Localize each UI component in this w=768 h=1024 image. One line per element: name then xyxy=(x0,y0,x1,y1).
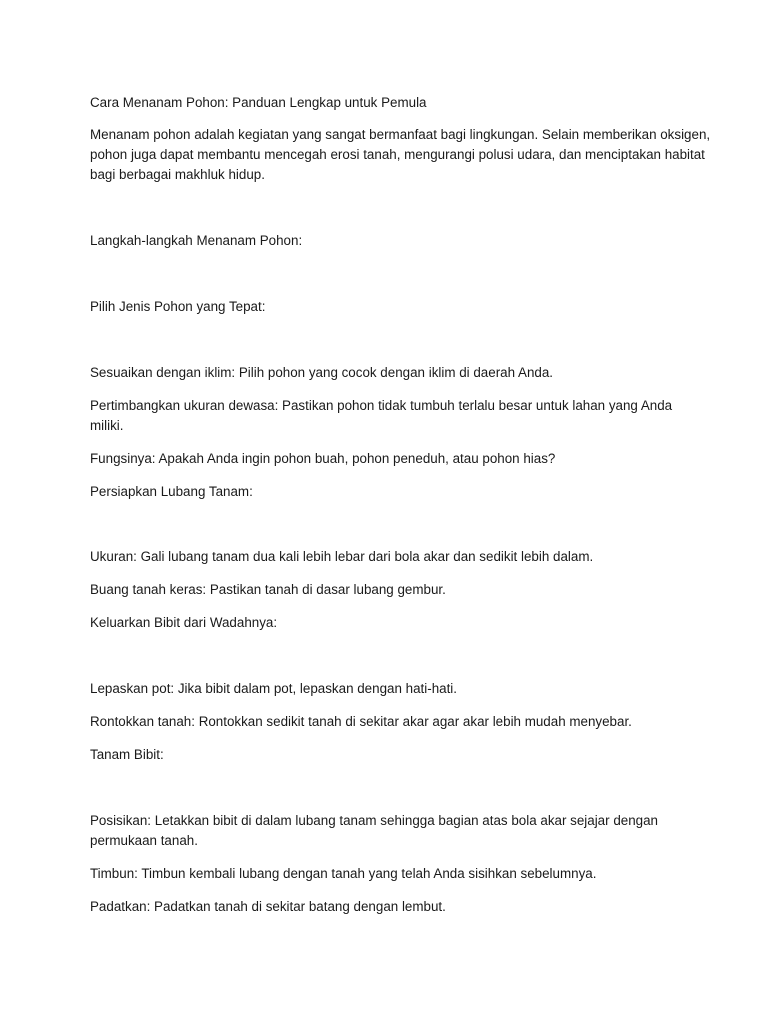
section-heading: Keluarkan Bibit dari Wadahnya: xyxy=(90,615,278,630)
list-item: Sesuaikan dengan iklim: Pilih pohon yang cocok dengan iklim di daerah Anda. xyxy=(90,365,554,380)
list-item: Buang tanah keras: Pastikan tanah di dasar lubang gembur. xyxy=(90,582,446,597)
list-item: Timbun: Timbun kembali lubang dengan tanah yang telah Anda sisihkan sebelumnya. xyxy=(90,866,597,881)
section-heading: Pilih Jenis Pohon yang Tepat: xyxy=(90,299,266,314)
section-heading: Persiapkan Lubang Tanam: xyxy=(90,484,253,499)
section-heading: Tanam Bibit: xyxy=(90,747,164,762)
document-title: Cara Menanam Pohon: Panduan Lengkap untuk Pemula xyxy=(90,95,427,110)
list-item-continuation: permukaan tanah. xyxy=(90,833,198,848)
list-item: Pertimbangkan ukuran dewasa: Pastikan pohon tidak tumbuh terlalu besar untuk lahan yang Anda xyxy=(90,398,673,413)
list-item: Rontokkan tanah: Rontokkan sedikit tanah di sekitar akar agar akar lebih mudah menyebar. xyxy=(90,714,632,729)
list-item-continuation: miliki. xyxy=(90,418,124,433)
steps-heading: Langkah-langkah Menanam Pohon: xyxy=(90,233,303,248)
intro-line: pohon juga dapat membantu mencegah erosi tanah, mengurangi polusi udara, dan menciptakan habitat xyxy=(90,147,705,162)
list-item: Ukuran: Gali lubang tanam dua kali lebih lebar dari bola akar dan sedikit lebih dalam. xyxy=(90,549,594,564)
list-item: Lepaskan pot: Jika bibit dalam pot, lepaskan dengan hati-hati. xyxy=(90,681,458,696)
list-item: Posisikan: Letakkan bibit di dalam lubang tanam sehingga bagian atas bola akar sejajar dengan xyxy=(90,813,658,828)
list-item: Padatkan: Padatkan tanah di sekitar batang dengan lembut. xyxy=(90,899,446,914)
intro-line: bagi berbagai makhluk hidup. xyxy=(90,167,265,182)
list-item: Fungsinya: Apakah Anda ingin pohon buah, pohon peneduh, atau pohon hias? xyxy=(90,451,556,466)
intro-line: Menanam pohon adalah kegiatan yang sangat bermanfaat bagi lingkungan. Selain memberikan oksigen, xyxy=(90,127,711,142)
